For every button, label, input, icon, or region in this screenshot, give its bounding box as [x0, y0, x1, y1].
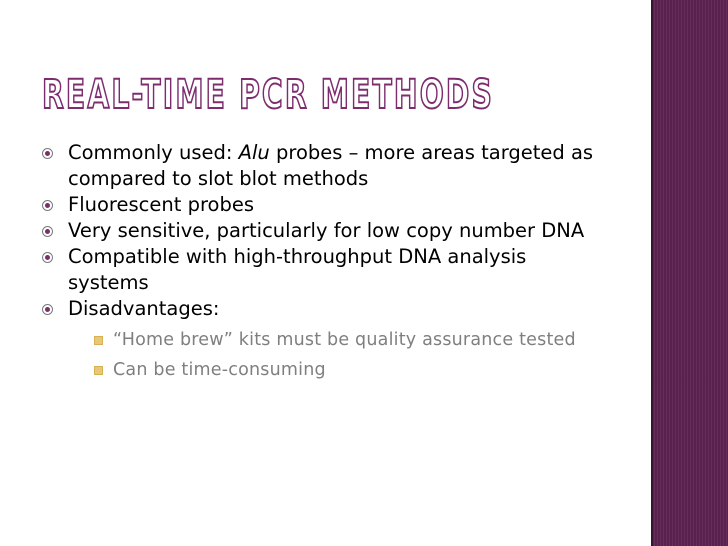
slide-title-graphic: [42, 70, 512, 116]
square-bullet-icon: [94, 366, 103, 375]
bullet-text: Compatible with high-throughput DNA analysis systems: [68, 245, 527, 294]
bullet-item: [42, 192, 602, 218]
bullet-text: Fluorescent probes: [68, 193, 255, 216]
circle-bullet-icon: [42, 252, 53, 263]
slide-content: [42, 140, 602, 382]
bullet-item: [42, 296, 602, 382]
decorative-sidebar: [651, 0, 728, 546]
slide-title-text: REAL-TIME PCR METHODS: [42, 72, 494, 118]
circle-bullet-icon: [42, 200, 53, 211]
bullet-text: Very sensitive, particularly for low copy number DNA: [68, 219, 585, 242]
square-bullet-icon: [94, 336, 103, 345]
sub-bullet-item: [94, 328, 602, 352]
slide-title: [42, 70, 512, 116]
sub-bullet-item: [94, 358, 602, 382]
bullet-item: [42, 244, 602, 296]
sub-bullet-text: “Home brew” kits must be quality assurance tested: [113, 330, 576, 350]
bullet-text: Disadvantages:: [68, 297, 220, 320]
bullet-list: [42, 140, 602, 382]
circle-bullet-icon: [42, 304, 53, 315]
sub-bullet-text: Can be time-consuming: [113, 360, 326, 380]
bullet-text-post: probes – more areas targeted as compared to slot blot methods: [68, 141, 594, 190]
circle-bullet-icon: [42, 226, 53, 237]
bullet-item: [42, 140, 602, 192]
bullet-text-italic: Alu: [238, 141, 270, 164]
bullet-item: [42, 218, 602, 244]
sub-bullet-list: [94, 328, 602, 382]
circle-bullet-icon: [42, 148, 53, 159]
bullet-text-pre: Commonly used:: [68, 141, 239, 164]
